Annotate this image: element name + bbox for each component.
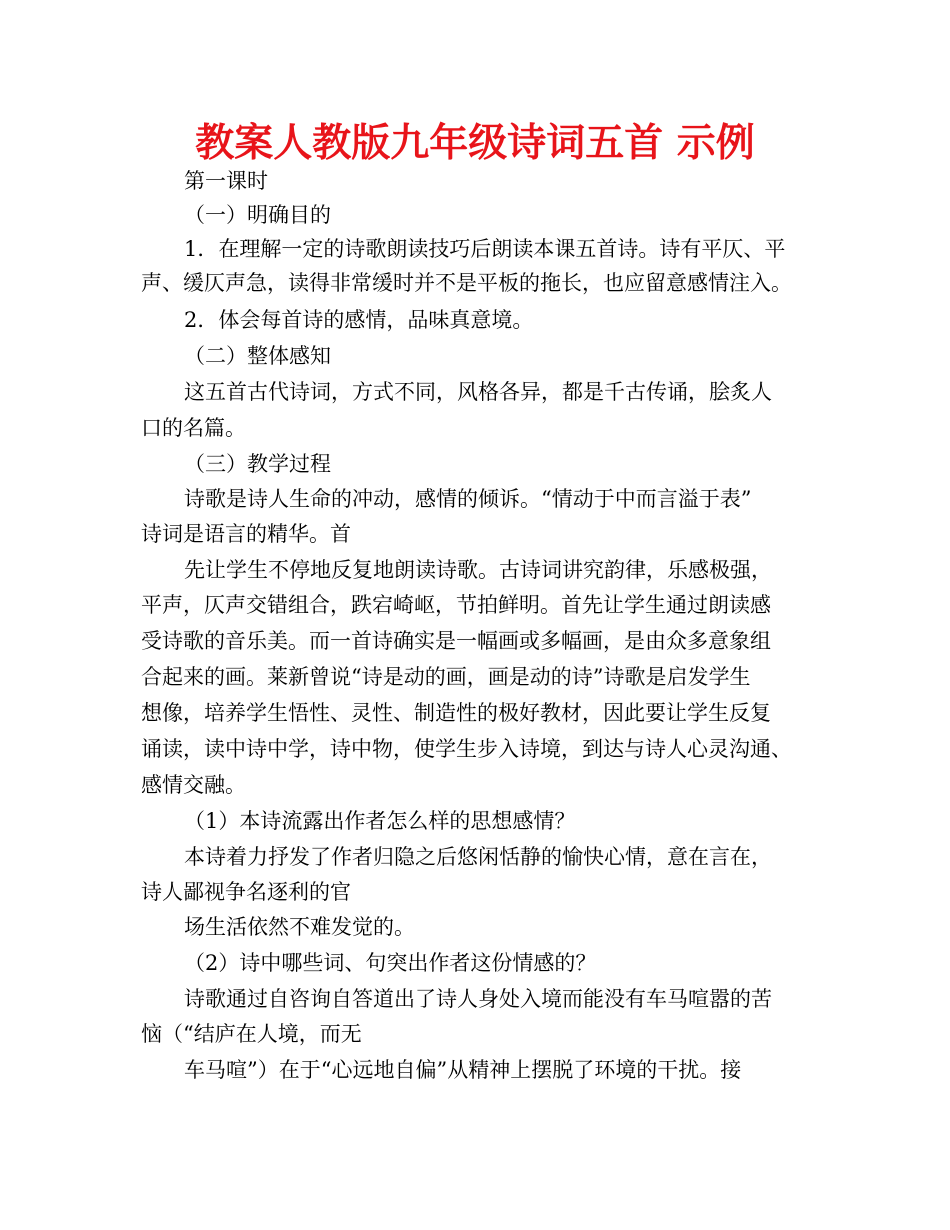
text-line: （一）明确目的 — [184, 203, 331, 227]
text-line: 想像，培养学生悟性、灵性、制造性的极好教材，因此要让学生反复 — [141, 701, 771, 725]
text-line: 诗歌通过自咨询自答道出了诗人身处入境而能没有车马喧嚣的苦 — [184, 987, 772, 1011]
text-line: 第一课时 — [184, 169, 268, 193]
text-line: 2．体会每首诗的感情，品味真意境。 — [184, 308, 534, 332]
text-line: 平声，仄声交错组合，跌宕崎岖，节拍鲜明。首先让学生通过朗读感 — [141, 593, 771, 617]
text-line: 场生活依然不难发觉的。 — [184, 915, 415, 939]
text-line: 诗人鄙视争名逐利的官 — [141, 880, 351, 904]
text-line: 受诗歌的音乐美。而一首诗确实是一幅画或多幅画，是由众多意象组 — [141, 629, 771, 653]
text-line: 先让学生不停地反复地朗读诗歌。古诗词讲究韵律，乐感极强， — [184, 558, 772, 582]
text-line: （三）教学过程 — [184, 452, 331, 476]
text-line: 声、缓仄声急，读得非常缓时并不是平板的拖长，也应留意感情注入。 — [141, 271, 792, 295]
text-line: 感情交融。 — [141, 773, 246, 797]
text-line: 1．在理解一定的诗歌朗读技巧后朗读本课五首诗。诗有平仄、平 — [184, 237, 786, 261]
text-line: （2）诗中哪些词、句突出作者这份情感的？ — [184, 951, 597, 975]
text-line: 合起来的画。莱新曾说“诗是动的画，画是动的诗”诗歌是启发学生 — [141, 665, 751, 689]
text-line: （二）整体感知 — [184, 344, 331, 368]
text-line: 恼（“结庐在人境，而无 — [141, 1022, 362, 1046]
document-title: 教案人教版九年级诗词五首 示例 — [195, 121, 755, 166]
text-line: 本诗着力抒发了作者归隐之后悠闲恬静的愉快心情，意在言在， — [184, 845, 772, 869]
text-line: 诵读，读中诗中学，诗中物，使学生步入诗境，到达与诗人心灵沟通、 — [141, 737, 792, 761]
text-line: 口的名篇。 — [141, 416, 246, 440]
text-line: 这五首古代诗词，方式不同，风格各异，都是千古传诵，脍炙人 — [184, 380, 772, 404]
text-line: 车马喧”）在于“心远地自偏”从精神上摆脱了环境的干扰。接 — [184, 1058, 742, 1082]
text-line: 诗歌是诗人生命的冲动，感情的倾诉。“情动于中而言溢于表” — [184, 487, 752, 511]
text-line: 诗词是语言的精华。首 — [141, 522, 351, 546]
text-line: （1）本诗流露出作者怎么样的思想感情？ — [184, 809, 576, 833]
